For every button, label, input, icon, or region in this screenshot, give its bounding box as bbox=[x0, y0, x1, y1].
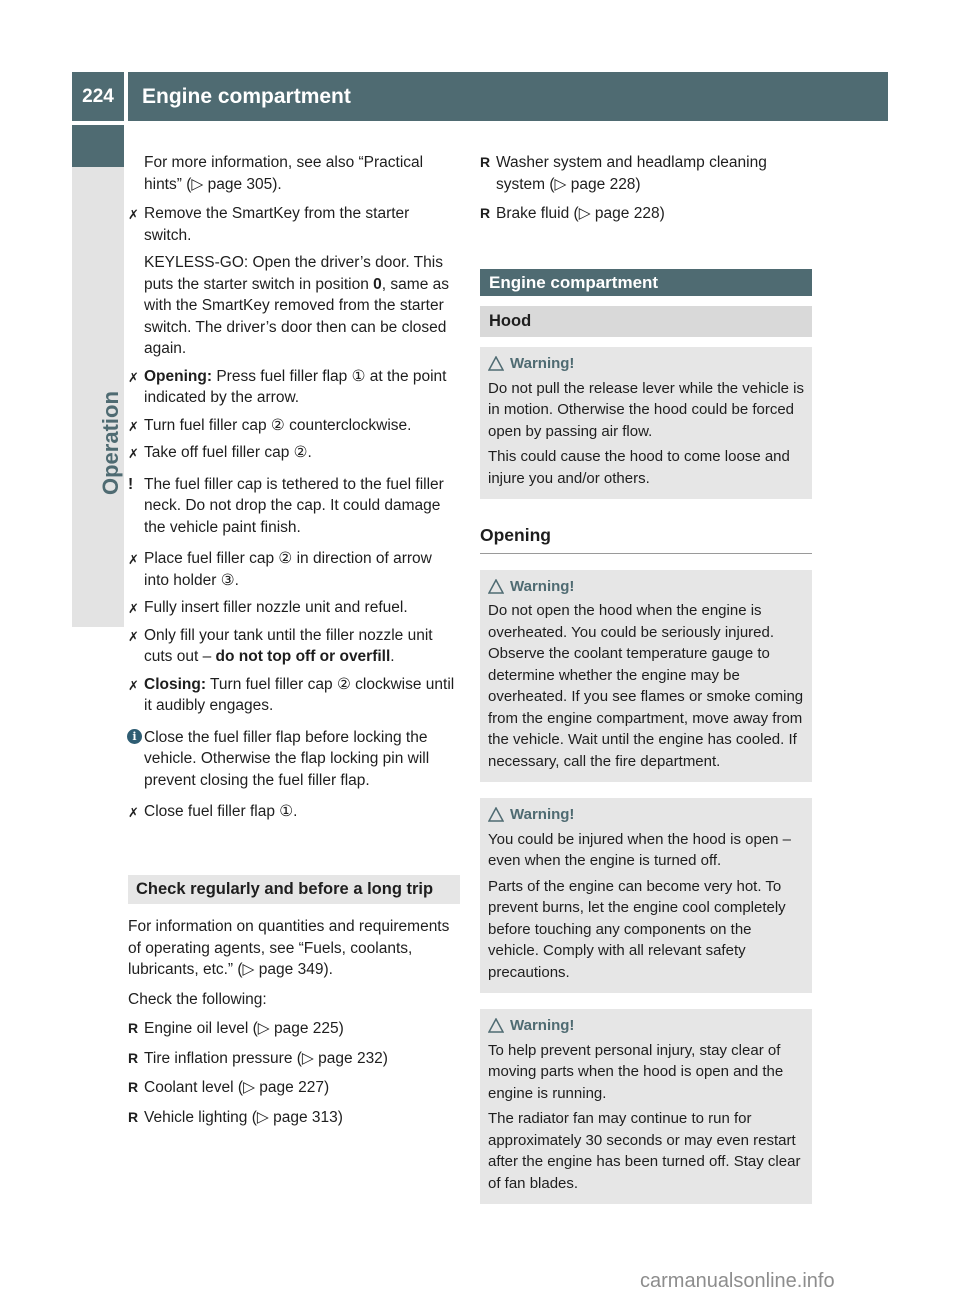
side-tab-label: Operation bbox=[98, 391, 123, 495]
list-item-text: Washer system and headlamp cleaning system (▷ page 228) bbox=[496, 154, 767, 193]
warning-box bbox=[480, 570, 812, 783]
warning-header bbox=[488, 576, 804, 598]
warning-label: Warning! bbox=[510, 355, 575, 372]
step-arrow-icon: ✗ bbox=[128, 446, 139, 461]
check-following: Check the following: bbox=[128, 990, 267, 1008]
step-item bbox=[128, 415, 460, 437]
bullet-icon: R bbox=[128, 1020, 139, 1036]
list-item bbox=[128, 1018, 460, 1040]
step-item bbox=[128, 597, 460, 619]
step-text: Take off fuel filler cap ②. bbox=[144, 444, 312, 461]
warning-text: To help prevent personal injury, stay clear of moving parts when the hood is open and the engine is running. bbox=[488, 1041, 784, 1102]
warning-header bbox=[488, 353, 804, 375]
step-arrow-icon: ✗ bbox=[128, 628, 139, 644]
warning-text: Do not open the hood when the engine is overheated. You could be seriously injured. Observe the coolant temperature gauge to determine whether the engine may be overheated. If you see flames or smoke coming from the engine compartment, move away from the vehicle. Wait until the engine has cooled. If necessary, call the fire department. bbox=[488, 602, 804, 770]
step-text: Turn fuel filler cap ② counterclockwise. bbox=[144, 416, 412, 434]
opening-heading: Opening bbox=[480, 521, 812, 554]
bullet-icon: R bbox=[480, 205, 491, 221]
warning-text: Do not pull the release lever while the vehicle is in motion. Otherwise the hood could be forced open by passing air flow. bbox=[488, 379, 805, 440]
list-item-text: Coolant level (▷ page 227) bbox=[144, 1079, 330, 1096]
page-number: 224 bbox=[72, 72, 124, 121]
list-item-text: Engine oil level (▷ page 225) bbox=[144, 1020, 344, 1037]
step-text: Fully insert filler nozzle unit and refuel. bbox=[144, 599, 408, 616]
step-item bbox=[128, 203, 460, 360]
side-tab-cap bbox=[72, 125, 124, 167]
warning-triangle-icon bbox=[488, 579, 504, 594]
list-item-text: Vehicle lighting (▷ page 313) bbox=[144, 1108, 343, 1126]
step-item bbox=[128, 625, 460, 668]
warning-label: Warning! bbox=[510, 577, 575, 595]
step-item bbox=[128, 442, 460, 464]
step-item bbox=[128, 366, 460, 409]
step-arrow-icon: ✗ bbox=[128, 552, 139, 567]
left-column bbox=[128, 152, 460, 1136]
step-text: Place fuel filler cap ② in direction of arrow into holder ③. bbox=[144, 550, 432, 589]
warning-triangle-icon bbox=[488, 1018, 504, 1033]
list-item bbox=[128, 1077, 460, 1099]
step-item bbox=[128, 674, 460, 717]
step-text: Remove the SmartKey from the starter switch. bbox=[144, 205, 410, 244]
list-item bbox=[480, 152, 812, 195]
warning-text: This could cause the hood to come loose and injure you and/or others. bbox=[488, 448, 790, 487]
step-text: Only fill your tank until the filler nozzle unit cuts out – do not top off or overfill. bbox=[144, 626, 433, 665]
intro-text: For more information, see also “Practical hints” (▷ page 305). bbox=[144, 154, 424, 193]
warning-triangle-icon bbox=[488, 356, 504, 371]
step-text: Closing: Turn fuel filler cap ② clockwise until it audibly engages. bbox=[144, 675, 455, 714]
list-item bbox=[480, 203, 812, 225]
step-item bbox=[128, 548, 460, 591]
list-item bbox=[128, 1048, 460, 1070]
info-note bbox=[128, 727, 460, 792]
warning-box bbox=[480, 798, 812, 993]
bullet-icon: R bbox=[128, 1079, 139, 1095]
side-tab bbox=[72, 125, 124, 1185]
section-heading-check: Check regularly and before a long trip bbox=[128, 875, 460, 905]
warning-box bbox=[480, 1009, 812, 1204]
subsection-heading-hood: Hood bbox=[480, 306, 812, 338]
info-text: Close the fuel filler flap before locking the vehicle. Otherwise the flap locking pin will prevent closing the fuel filler flap. bbox=[144, 728, 430, 789]
warning-label: Warning! bbox=[510, 1017, 575, 1034]
bullet-icon: R bbox=[480, 154, 491, 170]
warning-header bbox=[488, 804, 804, 826]
step-text: Close fuel filler flap ①. bbox=[144, 803, 298, 820]
step-subtext: KEYLESS-GO: Open the driver’s door. This puts the starter switch in position 0, same as with the SmartKey removed from the starter switch. The driver’s door then can be closed again. bbox=[144, 254, 449, 357]
list-item-text: Brake fluid (▷ page 228) bbox=[496, 205, 665, 222]
warning-triangle-icon bbox=[488, 807, 504, 822]
step-text: Opening: Press fuel filler flap ① at the point indicated by the arrow. bbox=[144, 367, 447, 406]
section-heading-engine: Engine compartment bbox=[480, 269, 812, 296]
warning-text: You could be injured when the hood is open – even when the engine is turned off. bbox=[488, 830, 792, 869]
info-icon: i bbox=[127, 729, 142, 744]
step-item bbox=[128, 801, 460, 823]
warning-text: The radiator fan may continue to run for approximately 30 seconds or may even restart after the engine has been turned off. Stay clear of fan blades. bbox=[488, 1110, 801, 1192]
step-arrow-icon: ✗ bbox=[128, 601, 139, 616]
list-item-text: Tire inflation pressure (▷ page 232) bbox=[144, 1049, 388, 1067]
list-item bbox=[128, 1107, 460, 1129]
warning-box bbox=[480, 347, 812, 499]
step-arrow-icon: ✗ bbox=[128, 369, 139, 385]
step-arrow-icon: ✗ bbox=[128, 677, 139, 693]
bullet-icon: R bbox=[128, 1049, 139, 1066]
caution-text: The fuel filler cap is tethered to the fuel filler neck. Do not drop the cap. It could damage the vehicle paint finish. bbox=[144, 475, 444, 536]
step-arrow-icon: ✗ bbox=[128, 418, 139, 434]
page-title: Engine compartment bbox=[128, 72, 888, 121]
check-intro: For information on quantities and requirements of operating agents, see “Fuels, coolants, lubricants, etc.” (▷ page 349). bbox=[128, 918, 450, 978]
watermark: carmanualsonline.info bbox=[640, 1270, 835, 1292]
caution-note bbox=[128, 474, 460, 539]
warning-header bbox=[488, 1015, 804, 1037]
bullet-icon: R bbox=[128, 1108, 139, 1125]
caution-icon: ! bbox=[128, 475, 134, 493]
step-arrow-icon: ✗ bbox=[128, 805, 139, 820]
step-arrow-icon: ✗ bbox=[128, 207, 139, 222]
right-column bbox=[480, 152, 812, 1220]
warning-label: Warning! bbox=[510, 806, 575, 823]
warning-text: Parts of the engine can become very hot. To prevent burns, let the engine cool completely before touching any components on the vehicle. Comply with all relevant safety precautions. bbox=[488, 877, 786, 981]
